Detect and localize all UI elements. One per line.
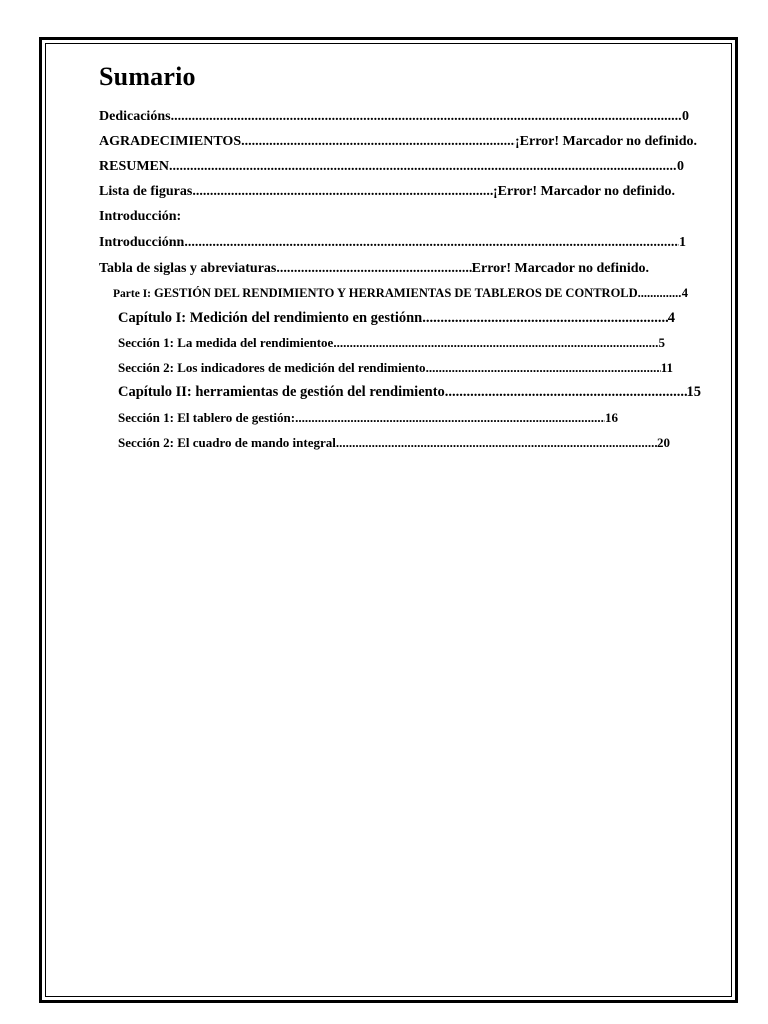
toc-entry-introduccion-heading[interactable] (99, 209, 299, 225)
toc-entry-page: 1 (679, 235, 686, 250)
toc-leader-dots (295, 410, 605, 426)
toc-leader-dots (171, 109, 682, 125)
toc-entry-page: 15 (686, 384, 701, 400)
toc-entry-page: 0 (677, 159, 684, 174)
toc-entry-lista-figuras[interactable] (99, 184, 675, 200)
toc-entry-page: 5 (658, 335, 665, 350)
toc-entry-label: Introducciónn (99, 235, 185, 250)
toc-entry-label: Sección 2: Los indicadores de medición del rendimiento (118, 360, 426, 375)
toc-entry-page: 0 (682, 109, 689, 124)
toc-entry-seccion-2-2[interactable] (118, 435, 670, 451)
toc-entry-tabla-siglas[interactable] (99, 261, 649, 277)
toc-entry-page: ¡Error! Marcador no definido. (493, 184, 675, 199)
toc-leader-dots (333, 335, 658, 351)
toc-leader-dots (422, 310, 668, 327)
toc-entry-label: GESTIÓN DEL RENDIMIENTO Y HERRAMIENTAS DE TABLEROS DE CONTROLD (154, 286, 638, 300)
toc-entry-capitulo-2[interactable] (118, 384, 701, 401)
toc-entry-page: 4 (667, 310, 675, 326)
page-title: Sumario (99, 62, 196, 91)
toc-entry-capitulo-1[interactable] (118, 310, 675, 327)
toc-leader-dots (426, 360, 661, 376)
toc-entry-page: Error! Marcador no definido. (471, 261, 649, 276)
toc-leader-dots (241, 134, 515, 150)
toc-entry-dedicaciones[interactable] (99, 109, 689, 125)
toc-entry-seccion-2-1[interactable] (118, 410, 618, 426)
toc-entry-label: Introducción: (99, 209, 182, 224)
toc-leader-dots (192, 184, 493, 200)
toc-entry-label: RESUMEN (99, 159, 170, 174)
toc-entry-resumen[interactable] (99, 159, 684, 175)
toc-leader-dots (336, 435, 657, 451)
toc-entry-label: Capítulo I: Medición del rendimiento en gestiónn (118, 310, 423, 326)
toc-entry-label: Dedicacións (99, 109, 171, 124)
toc-entry-page: 16 (605, 410, 618, 425)
toc-entry-seccion-1-2[interactable] (118, 360, 673, 376)
page-border (39, 37, 738, 1003)
toc-leader-dots (184, 235, 679, 251)
toc-entry-page: 4 (681, 286, 688, 300)
toc-entry-label: Sección 1: La medida del rendimientoe (118, 335, 334, 350)
toc-leader-dots (638, 286, 682, 301)
toc-leader-dots (169, 159, 677, 175)
toc-entry-introduccion[interactable] (99, 235, 686, 251)
toc-entry-agradecimientos[interactable] (99, 134, 697, 150)
toc-entry-parte-1[interactable] (113, 286, 688, 301)
toc-entry-label: Sección 1: El tablero de gestión: (118, 410, 296, 425)
toc-entry-label: AGRADECIMIENTOS (99, 134, 242, 149)
toc-entry-prefix: Parte I: (113, 288, 151, 300)
toc-entry-page: ¡Error! Marcador no definido. (515, 134, 697, 149)
toc-entry-page: 11 (660, 360, 673, 375)
toc-leader-dots (276, 261, 471, 277)
toc-entry-seccion-1-1[interactable] (118, 335, 665, 351)
toc-entry-label: Lista de figuras (99, 184, 193, 199)
toc-entry-label: Sección 2: El cuadro de mando integral (118, 435, 336, 450)
toc-entry-page: 20 (657, 435, 670, 450)
toc-entry-label: Tabla de siglas y abreviaturas (99, 261, 277, 276)
toc-entry-label: Capítulo II: herramientas de gestión del rendimiento (118, 384, 445, 400)
toc-leader-dots (445, 384, 687, 401)
